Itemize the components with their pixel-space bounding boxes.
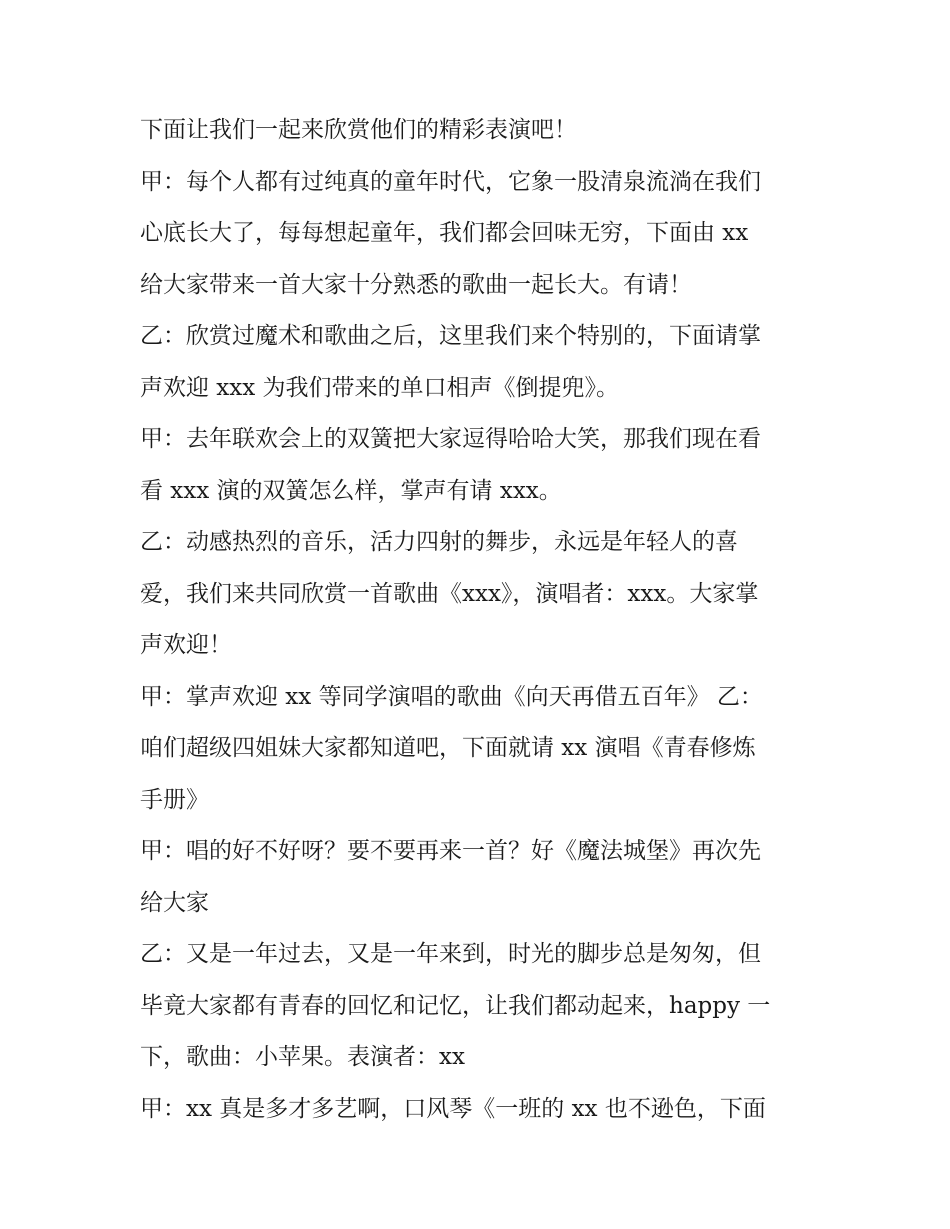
text-line: 甲：掌声欢迎 xx 等同学演唱的歌曲《向天再借五百年》 乙： [140,683,763,710]
text-line: 甲：唱的好不好呀？要不要再来一首？好《魔法城堡》再次先 [140,838,761,864]
text-line: 咱们超级四姐妹大家都知道吧，下面就请 xx 演唱《青春修炼 [140,735,756,761]
text-line: 乙：欣赏过魔术和歌曲之后，这里我们来个特别的，下面请掌 [140,323,761,349]
text-line: 乙：动感热烈的音乐，活力四射的舞步，永远是年轻人的喜 [140,529,738,555]
text-line: 甲：xx 真是多才多艺啊，口风琴《一班的 xx 也不逊色，下面 [140,1095,766,1122]
text-line: 声欢迎！ [140,632,232,658]
text-line: 毕竟大家都有青春的回忆和记忆，让我们都动起来，happy 一 [140,992,771,1019]
text-line: 乙：又是一年过去，又是一年来到，时光的脚步总是匆匆，但 [140,941,761,967]
text-line: 声欢迎 xxx 为我们带来的单口相声《倒提兜》。 [140,374,620,401]
text-line: 看 xxx 演的双簧怎么样，掌声有请 xxx。 [140,477,562,504]
text-line: 给大家带来一首大家十分熟悉的歌曲一起长大。有请！ [140,271,692,298]
document-body [140,105,830,1135]
text-line: 甲：每个人都有过纯真的童年时代，它象一股清泉流淌在我们 [140,168,761,195]
text-line: 手册》 [140,786,209,813]
text-line: 给大家 [140,889,209,916]
text-line: 下面让我们一起来欣赏他们的精彩表演吧！ [140,117,577,143]
text-line: 爱，我们来共同欣赏一首歌曲《xxx》，演唱者：xxx。大家掌 [140,580,759,607]
text-line: 甲：去年联欢会上的双簧把大家逗得哈哈大笑，那我们现在看 [140,426,761,452]
text-line: 下，歌曲：小苹果。表演者：xx [140,1044,465,1070]
text-line: 心底长大了，每每想起童年，我们都会回味无穷，下面由 xx [140,220,749,246]
